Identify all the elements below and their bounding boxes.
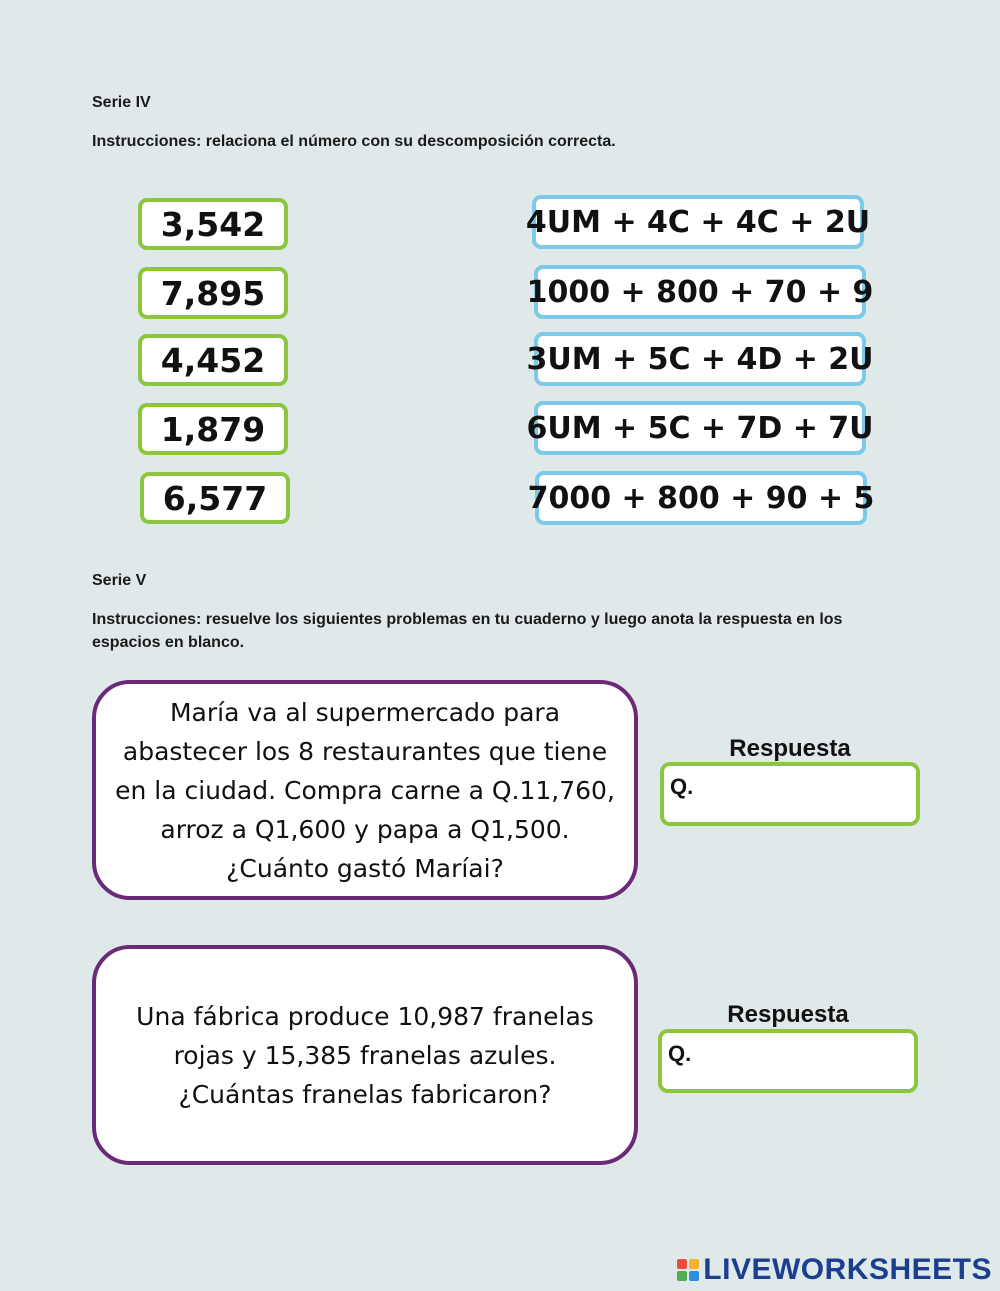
problem-card-1 [92,680,638,900]
answer-prefix: Q. [668,1041,692,1066]
answer-input-2[interactable] [696,1043,890,1068]
brand-name: LIVEWORKSHEETS [703,1253,992,1286]
number-box[interactable]: 4,452 [138,334,288,386]
answer-prefix: Q. [670,774,694,799]
brand-icon [677,1259,699,1281]
decomposition-box[interactable]: 6UM + 5C + 7D + 7U [534,401,866,455]
decomposition-box[interactable]: 4UM + 4C + 4C + 2U [532,195,864,249]
answer-label-2: Respuesta [727,1001,849,1028]
number-box[interactable]: 6,577 [140,472,290,524]
problem-card-2 [92,945,638,1165]
serie5-instructions: Instrucciones: resuelve los siguientes problemas en tu cuaderno y luego anota la respuesta en los espacios en blanco. [92,611,843,651]
answer-box-2[interactable] [658,1029,918,1093]
decomposition-box[interactable]: 7000 + 800 + 90 + 5 [535,471,867,525]
serie4-heading: Serie IV [92,94,151,111]
number-box[interactable]: 7,895 [138,267,288,319]
problem-text: María va al supermercado para abastecer los 8 restaurantes que tiene en la ciudad. Compra carne a Q.11,760, arroz a Q1,600 y papa a Q1,500. ¿Cuánto gastó Maríai? [115,697,615,883]
number-box[interactable]: 1,879 [138,403,288,455]
serie5-heading: Serie V [92,572,147,589]
number-box[interactable]: 3,542 [138,198,288,250]
serie4-instructions: Instrucciones: relaciona el número con su descomposición correcta. [92,133,616,150]
problem-text: Una fábrica produce 10,987 franelas rojas y 15,385 franelas azules. ¿Cuántas franelas fabricaron? [136,1001,594,1109]
decomposition-box[interactable]: 1000 + 800 + 70 + 9 [534,265,866,319]
answer-label-1: Respuesta [729,735,851,762]
decomposition-box[interactable]: 3UM + 5C + 4D + 2U [534,332,866,386]
brand-logo [677,1253,992,1287]
answer-box-1[interactable] [660,762,920,826]
answer-input-1[interactable] [698,776,892,801]
